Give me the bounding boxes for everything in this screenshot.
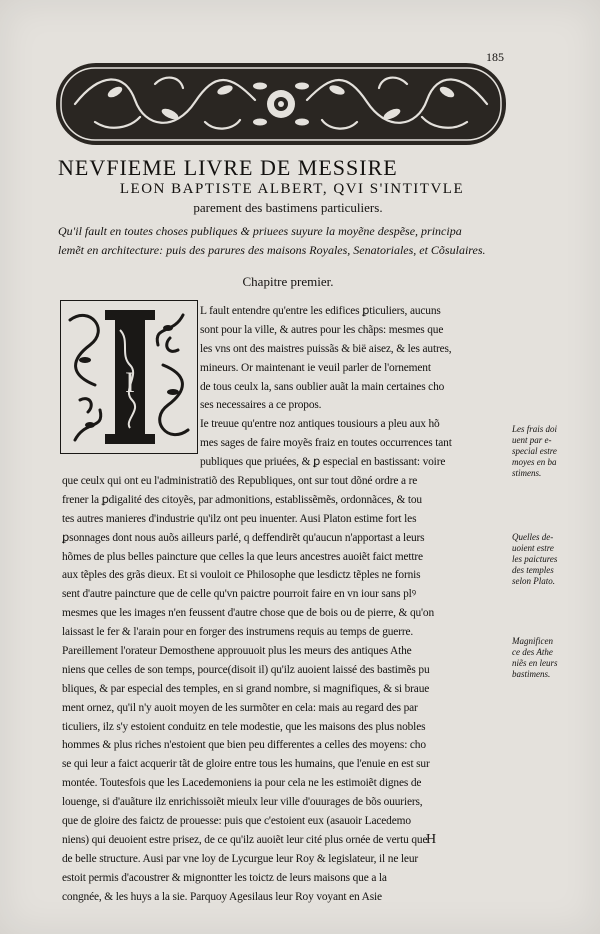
- margin-note-line: special estre: [512, 446, 557, 456]
- text-line: sent d'autre paincture que de celle qu'vn paictre pourroit faire en vn iour sans plꝰ: [62, 588, 416, 601]
- margin-note: [512, 424, 584, 479]
- margin-note-line: ce des Athe: [512, 647, 553, 657]
- text-line: niens que celles de son temps, pource(disoit il) qu'ilz auoient laissé des bastimẽs pu: [62, 663, 430, 676]
- margin-note: [512, 532, 584, 587]
- text-line: hõmes de plus belles paincture que celles la que leurs ancestres auoiẽt faict mettre: [62, 550, 423, 563]
- text-line: aux tẽples des grãs dieux. Et si vouloit ce Philosophe que lesdictz tẽples ne fornis: [62, 569, 421, 582]
- main-text-block: [62, 302, 512, 907]
- text-line: bliques, & par especial des temples, en si grand nombre, si magnifiques, & si braue: [62, 682, 430, 695]
- margin-note-line: stimens.: [512, 468, 542, 478]
- text-line: montée. Toutesfois que les Lacedemoniens ia pour cela ne les estimoiẽt dignes de: [62, 777, 422, 790]
- text-line: L fault entendre qu'entre les edifices ꝑticuliers, aucuns: [200, 305, 441, 317]
- text-line: laissast le fer & l'arain pour en forger des instrumens requis au temps de guerre.: [62, 626, 414, 639]
- page-number: 185: [486, 50, 504, 64]
- margin-note-line: Magnificen: [512, 636, 553, 646]
- summary-line: lemẽt en architecture: puis des parures des maisons Royales, Senatoriales, et Cõsulaires.: [58, 243, 486, 257]
- text-line: niens) qui deuoient estre prisez, de ce qu'ilz auoiẽt leur cité plus ornée de vertu que: [62, 833, 428, 846]
- text-line: tes autres manieres d'industrie qu'ilz ont peu inuenter. Ausi Platon estime fort les: [62, 512, 417, 525]
- signature-mark: H: [426, 832, 437, 847]
- summary-line: Qu'il fault en toutes choses publiques & priuees suyure la moyẽne despẽse, principa: [58, 224, 462, 238]
- text-line: Pareillement l'orateur Demosthene approuuoit plus les meurs des antiques Athe: [62, 645, 412, 658]
- text-line: mes sages de faire moyẽs fraiz en toutes occurrences tant: [200, 437, 452, 450]
- margin-note-line: bastimens.: [512, 669, 551, 679]
- text-line: ꝑsonnages dont nous auõs ailleurs parlé, q deffendirẽt qu'aucun n'apportast a leurs: [62, 531, 425, 544]
- margin-note-line: les paictures: [512, 554, 558, 564]
- text-line: estoit permis d'acoustrer & mignontter les toictz de leurs maisons que a la: [62, 871, 387, 884]
- text-line: ticuliers, ilz s'y estoient conduitz en tele modestie, que les maisons des plus nobles: [62, 720, 426, 733]
- chapter-title: Chapitre premier.: [242, 274, 334, 289]
- text-line: congnée, & les huys a la sie. Parquoy Agesilaus leur Roy voyant en Asie: [62, 890, 382, 903]
- margin-note-line: des temples: [512, 565, 554, 575]
- text-line: sont pour la ville, & autres pour les chãps: mesmes que: [200, 323, 444, 336]
- text-line: que de gloire des faictz de prouesse: puis que c'estoient eux (asauoir Lacedemo: [62, 815, 411, 828]
- text-line: de tous ceulx la, sans oublier auãt la main certaines cho: [200, 380, 445, 393]
- text-line: mineurs. Or maintenant ie veuil parler de l'ornement: [200, 361, 431, 374]
- margin-note-line: niẽs en leurs: [512, 658, 558, 668]
- book-heading-line-3: parement des bastimens particuliers.: [193, 200, 383, 215]
- margin-note: [512, 636, 584, 680]
- floral-headpiece-ornament: [55, 62, 507, 146]
- text-line: ses necessaires a ce propos.: [200, 399, 322, 412]
- margin-note-line: selon Plato.: [512, 576, 555, 586]
- margin-note-line: Quelles de-: [512, 532, 554, 542]
- text-line: mesmes que les images n'en feussent d'autre chose que de bois ou de pierre, & qu'on: [62, 607, 435, 620]
- text-line: ment ornez, qu'il n'y auoit moyen de les surmõter en cela: mais au regard des par: [62, 701, 418, 714]
- text-line: que ceulx qui ont eu l'administratiõ des Republiques, ont sur tout dõné ordre a re: [62, 475, 418, 488]
- text-line: se qui leur a faict acquerir tãt de gloire entre tous les humains, que l'enuie en est sur: [62, 758, 430, 771]
- margin-note-line: uoient estre: [512, 543, 554, 553]
- text-line: louenge, si d'auãture ilz enrichissoiẽt mieulx leur ville d'ouurages de bõs ouuriers,: [62, 796, 423, 809]
- text-line: de belle structure. Ausi par vne loy de Lycurgue leur Roy & legislateur, il ne leur: [62, 852, 419, 865]
- drop-cap-letter: I: [125, 366, 135, 399]
- text-line: publiques que priuées, & ꝑ especial en bastissant: voire: [200, 456, 446, 469]
- text-line: les vns ont des maistres puissãs & bië aisez, & les autres,: [200, 342, 452, 355]
- text-line: hommes & plus riches n'estoient que bien peu differentes a celles des moyens: cho: [62, 739, 426, 752]
- book-heading-line-2: LEON BAPTISTE ALBERT, QVI S'INTITVLE: [119, 181, 465, 197]
- text-line: Ie treuue qu'entre noz antiques tousiours a pleu aux hõ: [200, 418, 440, 431]
- margin-note-line: uent par e-: [512, 435, 552, 445]
- text-line: frener la ꝑdigalité des citoyẽs, par admonitions, establissẽmẽs, ordonnãces, & tou: [62, 493, 422, 506]
- margin-note-line: moyes en ba: [512, 457, 557, 467]
- chapter-summary: [58, 222, 510, 260]
- margin-note-line: Les frais doi: [512, 424, 558, 434]
- book-heading-line-1: NEVFIEME LIVRE DE MESSIRE: [58, 155, 398, 180]
